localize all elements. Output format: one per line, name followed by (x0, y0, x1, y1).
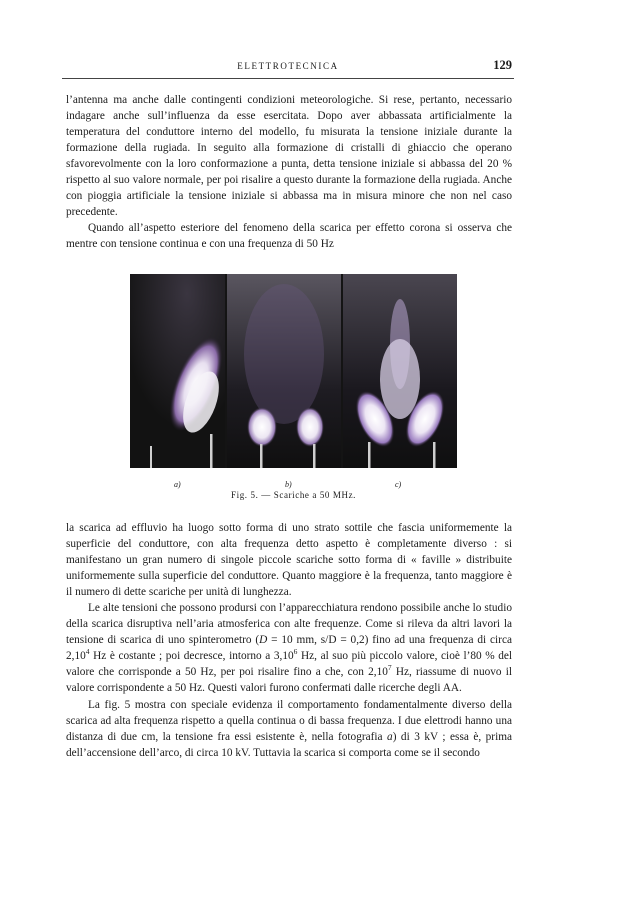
photo-a-discharge (130, 274, 225, 468)
figure-5-photographs (130, 274, 457, 468)
lower-text (66, 520, 512, 761)
paragraph: l’antenna ma anche dalle contingenti condizioni meteorologiche. Si rese, pertanto, necessario indagare anche sull’influenza da esse esercitata. Dopo aver abbassata artificialmente la temperatura del conduttore interno del modello, fu misurata la tensione iniziale durante la formazione della rugiada. In seguito alla formazione di cristalli di ghiaccio che operano sfavorevolmente con la loro conformazione a punta, detta tensione iniziale si abbassa del 20 % rispetto al suo valore normale, per poi risalire a questo durante la formazione della rugiada. Anche con pioggia artificiale la tensione iniziale si abbassa ma in misura minore che non nel caso precedente. (66, 94, 512, 219)
paragraph: la scarica ad effluvio ha luogo sotto forma di uno strato sottile che fascia uniformemente la superficie del conduttore, con alta frequenza detto aspetto è completamente diverso : si manifestano un gran numero di singole piccole scariche sotto forma di « faville » distribuite uniformemente sulla superficie del conduttore. Quanto maggiore è la frequenza, tanto maggiore è il numero di dette scariche per unità di lunghezza. (66, 522, 512, 599)
figure-caption: Fig. 5. — Scariche a 50 MHz. (230, 490, 357, 500)
paragraph: La fig. 5 mostra con speciale evidenza il comportamento fondamentalmente diverso della scarica ad alta frequenza rispetto a quella continua o di bassa frequenza. I due elettrodi hanno una distanza di due cm, la tensione fra essi esistente è, nella fotografia a) di 3 kV ; essa è, prima dell’accensione dell’arco, di circa 10 kV. Tuttavia la scarica si comporta come se il secondo (66, 698, 513, 759)
photo-b-discharge (227, 274, 341, 468)
panel-label-c: c) (395, 480, 402, 489)
paragraph: Le alte tensioni che possono prodursi con l’apparecchiatura rendono possibile anche lo studio della scarica disruptiva nell’aria atmosferica con alte frequenze. Come si rileva da altri lavori la tensione di scarica di uno spinterometro (D = 10 mm, s/D = 0,2) fino ad una frequenza di circa 2,10$^4$ Hz è costante ; poi decresce, intorno a 3,10$^6$ Hz, al suo più piccolo valore, cioè l’80 % del valore che corrisponde a 50 Hz, per poi risalire fino a che, con 2,10$^7$ Hz, riassume di nuovo il valore corrispondente a 50 Hz. Questi valori furono confermati dalle ricerche degli AA. (66, 602, 513, 695)
panel-label-b: b) (285, 480, 292, 489)
paragraph: Quando all’aspetto esteriore del fenomeno della scarica per effetto corona si osserva che mentre con tensione continua e con una frequenza di 50 Hz (66, 222, 512, 251)
panel-label-a: a) (174, 480, 181, 489)
running-header (62, 58, 514, 79)
page-number: 129 (493, 58, 512, 72)
upper-text (66, 92, 512, 252)
photo-c-discharge (343, 274, 457, 468)
running-title: ELETTROTECNICA (237, 61, 339, 71)
